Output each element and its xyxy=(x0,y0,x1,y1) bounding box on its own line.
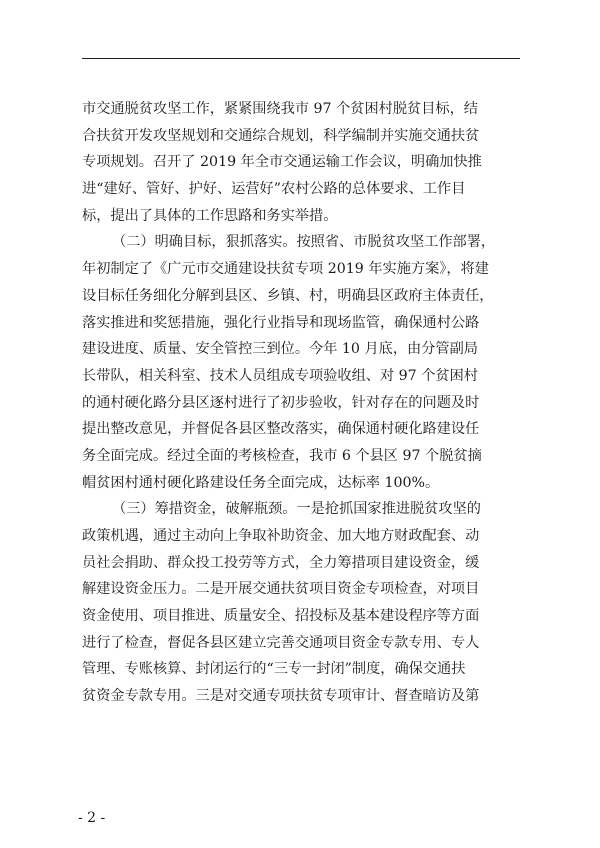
page-number: - 2 - xyxy=(78,810,106,826)
body-text xyxy=(82,96,522,710)
text-line: （二）明确目标，狠抓落实。按照省、市脱贫攻坚工作部署， xyxy=(112,234,496,251)
text-line: 落实推进和奖惩措施，强化行业指导和现场监管，确保通村公路 xyxy=(82,314,480,331)
paragraph-2 xyxy=(82,229,522,496)
text-line: 市交通脱贫攻坚工作，紧紧围绕我市 97 个贫困村脱贫目标，结 xyxy=(82,101,478,117)
text-line: 进“建好、管好、护好、运营好”农村公路的总体要求、工作目 xyxy=(82,181,466,198)
text-line: 解建设资金压力。二是开展交通扶贫项目资金专项检查，对项目 xyxy=(82,581,480,598)
text-line: 长带队，相关科室、技术人员组成专项验收组、对 97 个贫困村 xyxy=(82,367,478,384)
text-line: 标，提出了具体的工作思路和务实举措。 xyxy=(82,207,338,224)
text-line: 建设进度、质量、安全管控三到位。今年 10 月底，由分管副局 xyxy=(82,341,478,358)
paragraph-1 xyxy=(82,96,522,229)
text-line: 务全面完成。经过全面的考核检查，我市 6 个县区 97 个脱贫摘 xyxy=(82,447,482,464)
text-line: 员社会捐助、群众投工投劳等方式，全力筹措项目建设资金，缓 xyxy=(82,554,480,571)
text-line: 贫资金专款专用。三是对交通专项扶贫专项审计、督查暗访及第 xyxy=(82,688,480,705)
text-line: 合扶贫开发攻坚规划和交通综合规划，科学编制并实施交通扶贫 xyxy=(82,127,480,144)
text-line: 设目标任务细化分解到县区、乡镇、村，明确县区政府主体责任， xyxy=(82,287,494,304)
text-line: 提出整改意见，并督促各县区整改落实，确保通村硬化路建设任 xyxy=(82,421,480,438)
text-line: 年初制定了《广元市交通建设扶贫专项 2019 年实施方案》，将建 xyxy=(82,261,489,278)
text-line: 管理、专账核算、封闭运行的“三专一封闭”制度，确保交通扶 xyxy=(82,661,466,678)
text-line: 资金使用、项目推进、质量安全、招投标及基本建设程序等方面 xyxy=(82,608,480,625)
text-line: 专项规划。召开了 2019 年全市交通运输工作会议，明确加快推 xyxy=(82,154,482,171)
text-line: 进行了检查，督促各县区建立完善交通项目资金专款专用、专人 xyxy=(82,634,480,651)
text-line: 政策机遇，通过主动向上争取补助资金、加大地方财政配套、动 xyxy=(82,528,480,544)
text-line: 帽贫困村通村硬化路建设任务全面完成，达标率 100%。 xyxy=(82,474,440,491)
paragraph-3 xyxy=(82,496,522,710)
text-line: 的通村硬化路分县区逐村进行了初步验收，针对存在的问题及时 xyxy=(82,394,480,411)
header-rule xyxy=(82,58,520,59)
text-line: （三）筹措资金，破解瓶颈。一是抢抓国家推进脱贫攻坚的 xyxy=(112,501,481,518)
